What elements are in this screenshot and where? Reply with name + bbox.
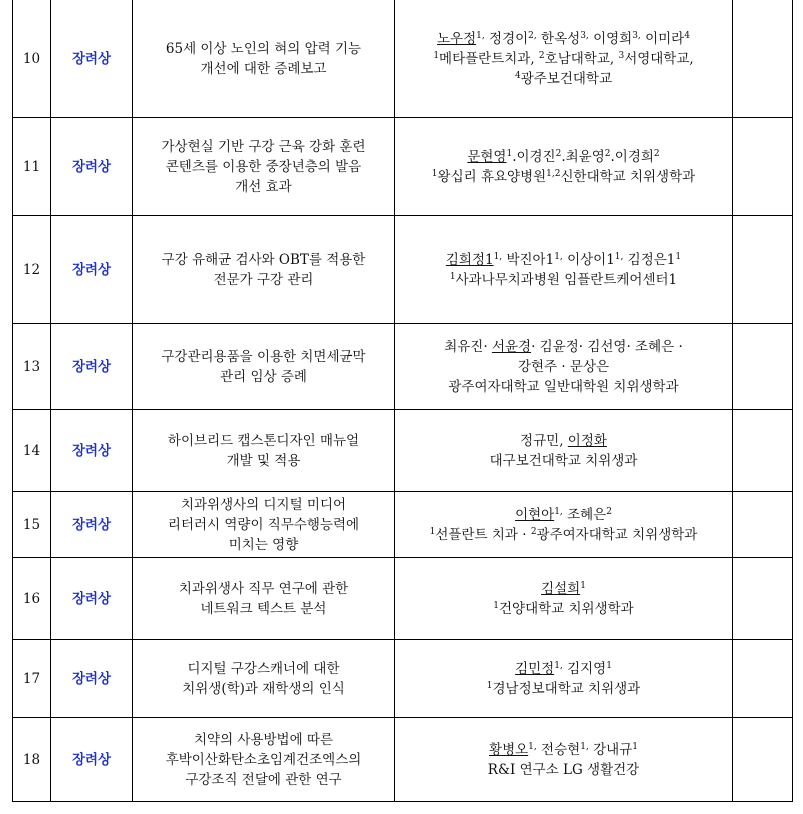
award-label: 장려상 — [51, 558, 133, 640]
author-text: 호남대학교, — [544, 50, 619, 67]
affiliation-superscript: 3, — [580, 30, 589, 41]
authors-affiliation — [395, 324, 733, 410]
author-text: 광주여자대학교 일반대학원 치위생학과 — [448, 378, 679, 395]
author-text: 경남정보대학교 치위생과 — [492, 680, 641, 697]
affiliation-superscript: 1 — [632, 741, 638, 752]
authors-affiliation — [395, 0, 733, 118]
author-text: 정규민, — [520, 432, 568, 449]
author-text: 박진아1 — [502, 251, 555, 268]
author-text: 서영대학교, — [624, 50, 694, 67]
affiliation-superscript: 2 — [538, 50, 545, 61]
author-text: 조혜은 — [562, 506, 607, 523]
award-label: 장려상 — [51, 640, 133, 718]
authors-affiliation — [395, 216, 733, 324]
author-line — [399, 49, 728, 69]
authors-affiliation — [395, 492, 733, 558]
table-row — [13, 118, 793, 216]
author-text: 이영희 — [588, 30, 633, 47]
affiliation-superscript: 1, — [554, 660, 563, 671]
title-line: 치약의 사용방법에 따른 — [194, 731, 333, 748]
table-row — [13, 216, 793, 324]
title-line: 개선 효과 — [235, 178, 292, 195]
author-text: .이경희 — [610, 148, 654, 165]
affiliation-superscript: 1 — [580, 580, 586, 591]
paper-title — [133, 558, 395, 640]
title-line: 구강 유해균 검사와 OBT를 적용한 — [161, 251, 366, 268]
author-text: 강현주 · 문상은 — [517, 358, 610, 375]
author-line — [399, 250, 728, 270]
award-label: 장려상 — [51, 0, 133, 118]
affiliation-superscript: 1, — [476, 30, 485, 41]
row-number: 14 — [13, 410, 51, 492]
table-row — [13, 0, 793, 118]
author-line — [399, 740, 728, 760]
author-line — [399, 525, 728, 545]
affiliation-superscript: 1 — [493, 600, 500, 611]
title-line: 관리 임상 증례 — [220, 368, 307, 385]
presenter-name: 황병오 — [489, 741, 529, 758]
table-row — [13, 492, 793, 558]
affiliation-superscript: 1 — [449, 271, 456, 282]
title-line: 치과위생사의 디지털 미디어 — [180, 496, 347, 513]
author-line — [399, 659, 728, 679]
empty-cell — [733, 324, 793, 410]
row-number: 18 — [13, 718, 51, 802]
affiliation-superscript: 1 — [606, 660, 612, 671]
paper-title — [133, 640, 395, 718]
author-line — [399, 270, 728, 290]
award-label: 장려상 — [51, 718, 133, 802]
title-line: 디지털 구강스캐너에 대한 — [187, 660, 340, 677]
empty-cell — [733, 640, 793, 718]
title-line: 하이브리드 캡스톤디자인 매뉴얼 — [167, 432, 360, 449]
authors-affiliation — [395, 718, 733, 802]
empty-cell — [733, 410, 793, 492]
authors-affiliation — [395, 410, 733, 492]
affiliation-superscript: 1, — [493, 251, 503, 262]
affiliation-superscript: 1, — [528, 741, 537, 752]
empty-cell — [733, 718, 793, 802]
paper-title — [133, 0, 395, 118]
award-label: 장려상 — [51, 324, 133, 410]
title-line: 콘텐츠를 이용한 중장년층의 발음 — [165, 158, 362, 175]
empty-cell — [733, 0, 793, 118]
author-line — [399, 69, 728, 89]
author-text: 광주여자대학교 치위생학과 — [536, 526, 698, 543]
award-label: 장려상 — [51, 118, 133, 216]
title-line: 치위생(학)과 재학생의 인식 — [182, 680, 345, 697]
row-number: 11 — [13, 118, 51, 216]
affiliation-superscript: 2 — [530, 526, 537, 537]
author-text: 광주보건대학교 — [520, 70, 613, 87]
awards-table-body — [13, 0, 793, 802]
paper-title — [133, 410, 395, 492]
author-text: .최윤영 — [561, 148, 605, 165]
paper-title — [133, 216, 395, 324]
paper-title — [133, 492, 395, 558]
row-number: 13 — [13, 324, 51, 410]
affiliation-superscript: 1, — [554, 506, 563, 517]
affiliation-superscript: 1, — [614, 251, 624, 262]
affiliation-superscript: 2 — [555, 148, 562, 159]
author-text: 메타플란트치과, — [439, 50, 539, 67]
title-line: 구강조직 전달에 관한 연구 — [185, 771, 342, 788]
author-text: .이경진 — [512, 148, 556, 165]
authors-affiliation — [395, 558, 733, 640]
title-line: 전문가 구강 관리 — [213, 271, 314, 288]
row-number: 16 — [13, 558, 51, 640]
affiliation-superscript: 4 — [684, 30, 690, 41]
affiliation-superscript: 1 — [429, 526, 436, 537]
author-line — [399, 599, 728, 619]
author-line — [399, 505, 728, 525]
author-line — [399, 579, 728, 599]
title-line: 개선에 대한 증례보고 — [200, 60, 327, 77]
table-row — [13, 324, 793, 410]
author-text: 신한대학교 치위생학과 — [560, 168, 696, 185]
affiliation-superscript: 1 — [675, 251, 682, 262]
title-line: 후박이산화탄소초임계건조엑스의 — [165, 751, 362, 768]
author-text: 선플란트 치과 · — [435, 526, 531, 543]
award-label: 장려상 — [51, 410, 133, 492]
presenter-name: 김희정1 — [445, 251, 494, 268]
author-text: R&I 연구소 LG 생활건강 — [487, 761, 640, 778]
affiliation-superscript: 2, — [528, 30, 537, 41]
table-row — [13, 718, 793, 802]
affiliation-superscript: 3 — [618, 50, 625, 61]
affiliation-superscript: 1 — [506, 148, 513, 159]
author-text: 이상이1 — [562, 251, 615, 268]
author-line — [399, 357, 728, 377]
author-text: 한옥성 — [536, 30, 581, 47]
presenter-name: 이현아 — [515, 506, 555, 523]
author-text: 이미라 — [640, 30, 685, 47]
title-line: 구강관리용품을 이용한 치면세균막 — [161, 348, 366, 365]
author-text: 왕십리 휴요양병원 — [437, 168, 547, 185]
table-row — [13, 410, 793, 492]
empty-cell — [733, 216, 793, 324]
paper-title — [133, 118, 395, 216]
author-line — [399, 760, 728, 780]
presenter-name: 문현영 — [467, 148, 507, 165]
empty-cell — [733, 492, 793, 558]
title-line: 네트워크 텍스트 분석 — [200, 600, 327, 617]
affiliation-superscript: 1,2 — [546, 168, 561, 179]
title-line: 개발 및 적용 — [226, 452, 301, 469]
award-label: 장려상 — [51, 216, 133, 324]
authors-affiliation — [395, 640, 733, 718]
affiliation-superscript: 2 — [604, 148, 611, 159]
affiliation-superscript: 1, — [580, 741, 589, 752]
row-number: 17 — [13, 640, 51, 718]
author-text: 강내규 — [588, 741, 633, 758]
title-line: 치과위생사 직무 연구에 관한 — [178, 580, 349, 597]
affiliation-superscript: 4 — [514, 70, 521, 81]
author-text: 최유진· — [444, 338, 492, 355]
affiliation-superscript: 1 — [486, 680, 493, 691]
author-line — [399, 147, 728, 167]
presenter-name: 노우정 — [437, 30, 477, 47]
author-text: 건양대학교 치위생학과 — [499, 600, 634, 617]
affiliation-superscript: 2 — [653, 148, 660, 159]
author-text: 전승현 — [536, 741, 581, 758]
row-number: 10 — [13, 0, 51, 118]
authors-affiliation — [395, 118, 733, 216]
affiliation-superscript: 1 — [433, 50, 440, 61]
author-text: 대구보건대학교 치위생과 — [489, 452, 638, 469]
author-text: · 김윤정· 김선영· 조혜은 · — [531, 338, 683, 355]
author-line — [399, 29, 728, 49]
author-line — [399, 431, 728, 451]
title-line: 리터러시 역량이 직무수행능력에 — [167, 516, 360, 533]
presenter-name: 서윤경 — [491, 338, 532, 355]
title-line: 가상현실 기반 구강 근육 강화 훈련 — [161, 138, 366, 155]
presenter-name: 김설희 — [541, 580, 581, 597]
author-text: 사과나무치과병원 임플란트케어센터1 — [455, 271, 678, 288]
awards-table — [12, 0, 793, 802]
paper-title — [133, 718, 395, 802]
author-text: 정경이 — [484, 30, 529, 47]
empty-cell — [733, 118, 793, 216]
empty-cell — [733, 558, 793, 640]
affiliation-superscript: 1, — [554, 251, 563, 262]
author-line — [399, 451, 728, 471]
table-row — [13, 558, 793, 640]
row-number: 12 — [13, 216, 51, 324]
presenter-name: 이정화 — [567, 432, 607, 449]
author-text: 김정은1 — [623, 251, 676, 268]
title-line: 65세 이상 노인의 혀의 압력 기능 — [165, 40, 362, 57]
affiliation-superscript: 2 — [606, 506, 612, 517]
author-text: 김지영 — [562, 660, 607, 677]
presenter-name: 김민정 — [515, 660, 555, 677]
author-line — [399, 679, 728, 699]
affiliation-superscript: 1 — [431, 168, 438, 179]
table-row — [13, 640, 793, 718]
author-line — [399, 337, 728, 357]
title-line: 미치는 영향 — [228, 536, 299, 553]
affiliation-superscript: 3, — [632, 30, 641, 41]
author-line — [399, 377, 728, 397]
row-number: 15 — [13, 492, 51, 558]
award-label: 장려상 — [51, 492, 133, 558]
author-line — [399, 167, 728, 187]
paper-title — [133, 324, 395, 410]
